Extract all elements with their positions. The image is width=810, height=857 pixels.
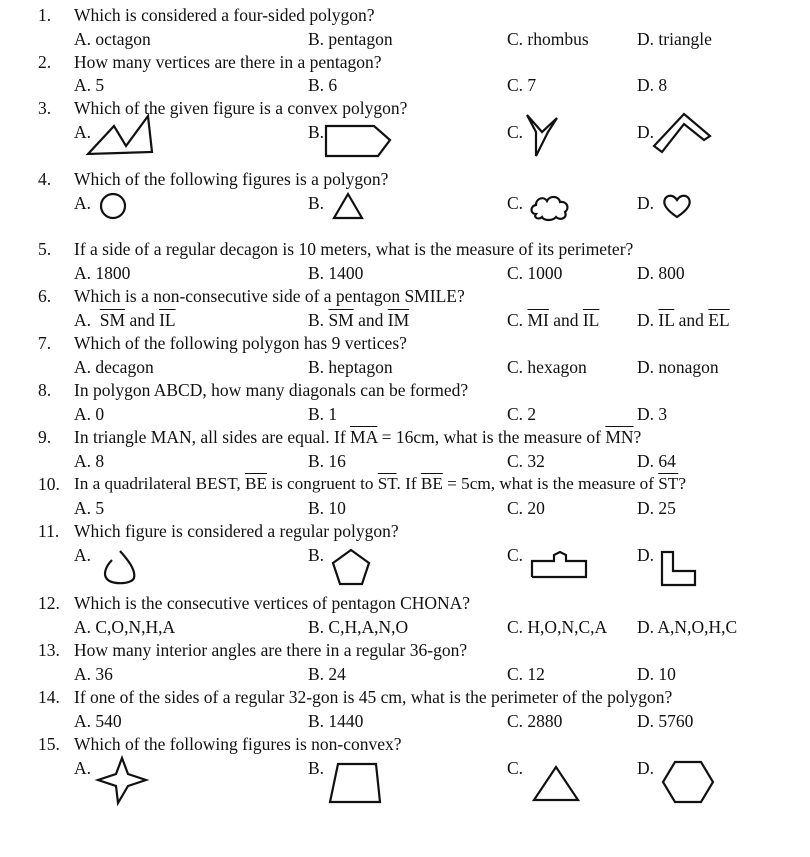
v-star-shape-icon <box>524 112 560 160</box>
question-number: 14. <box>38 687 60 707</box>
hexagon-icon <box>661 758 715 806</box>
segment: $\overline{SM}$ <box>328 310 354 330</box>
question-number: 15. <box>38 734 60 754</box>
option-c[interactable]: C. <box>507 122 524 142</box>
segment: $\overline{MN}$ <box>605 427 634 447</box>
option-d[interactable]: D. 8 <box>637 75 668 95</box>
option-b[interactable]: B. 16 <box>308 451 346 471</box>
option-c[interactable]: C. <box>507 545 524 565</box>
notched-rectangle-icon <box>530 551 590 581</box>
question-text: How many vertices are there in a pentagon? <box>74 52 382 72</box>
option-letter: C. <box>507 310 528 330</box>
option-a[interactable]: A. 1800 <box>74 263 131 283</box>
segment: $\overline{MI}$ <box>527 310 549 330</box>
option-b[interactable]: B. <box>308 193 325 213</box>
triangle-icon <box>530 764 582 804</box>
question-text: How many interior angles are there in a regular 36-gon? <box>74 640 468 660</box>
option-c[interactable]: C. 7 <box>507 75 537 95</box>
segment: $\overline{EL}$ <box>708 310 730 330</box>
option-b[interactable]: B. <box>308 758 325 778</box>
option-a[interactable]: A. C,O,N,H,A <box>74 617 176 637</box>
option-a[interactable]: A. 0 <box>74 404 105 424</box>
question-number: 5. <box>38 239 52 259</box>
question-number: 13. <box>38 640 60 660</box>
conjunction: and <box>353 310 388 330</box>
option-d[interactable]: D. nonagon <box>637 357 719 377</box>
question-number: 11. <box>38 521 60 541</box>
option-c[interactable]: C. 2 <box>507 404 537 424</box>
option-c[interactable]: C. 1000 <box>507 263 563 283</box>
question-number: 4. <box>38 169 52 189</box>
heart-icon <box>661 192 693 220</box>
question-number: 1. <box>38 5 52 25</box>
option-d[interactable]: D. 5760 <box>637 711 694 731</box>
text-part: In a quadrilateral BEST, <box>74 474 246 493</box>
text-part: In triangle MAN, all sides are equal. If <box>74 427 351 447</box>
option-c[interactable]: C. H,O,N,C,A <box>507 617 608 637</box>
segment: $\overline{ST}$ <box>377 474 397 493</box>
option-d[interactable] <box>637 309 730 331</box>
option-b[interactable] <box>308 309 409 331</box>
option-c[interactable]: C. rhombus <box>507 29 589 49</box>
option-d[interactable]: D. A,N,O,H,C <box>637 617 738 637</box>
question-number: 2. <box>38 52 52 72</box>
question-text: Which of the following figures is a polygon? <box>74 169 389 189</box>
option-a[interactable]: A. 8 <box>74 451 105 471</box>
option-d[interactable]: D. <box>637 122 655 142</box>
pentagon-arrow-icon <box>322 122 396 162</box>
option-b[interactable]: B. <box>308 545 325 565</box>
cloud-icon <box>528 192 572 222</box>
question-text: Which figure is considered a regular polygon? <box>74 521 399 541</box>
question-number: 10. <box>38 474 60 494</box>
question-number: 12. <box>38 593 60 613</box>
l-shape-icon <box>659 549 699 589</box>
conjunction: and <box>674 310 709 330</box>
question-number: 7. <box>38 333 52 353</box>
segment: $\overline{BE}$ <box>420 474 443 493</box>
segment: $\overline{SM}$ <box>99 310 126 330</box>
option-c[interactable]: C. 32 <box>507 451 545 471</box>
option-b[interactable]: B. <box>308 122 325 142</box>
option-c[interactable]: C. <box>507 758 524 778</box>
option-d[interactable]: D. 25 <box>637 498 676 518</box>
option-b[interactable]: B. 1440 <box>308 711 364 731</box>
option-a[interactable]: A. octagon <box>74 29 151 49</box>
question-number: 3. <box>38 98 52 118</box>
rounded-irregular-shape-icon <box>100 548 140 586</box>
option-b[interactable]: B. heptagon <box>308 357 393 377</box>
option-b[interactable]: B. C,H,A,N,O <box>308 617 409 637</box>
option-c[interactable]: C. 12 <box>507 664 545 684</box>
option-letter: D. <box>637 310 659 330</box>
text-part: ? <box>633 427 642 447</box>
option-a[interactable] <box>74 309 176 331</box>
segment: $\overline{IL}$ <box>582 310 600 330</box>
option-a[interactable]: A. <box>74 545 92 565</box>
question-text: If a side of a regular decagon is 10 meters, what is the measure of its perimeter? <box>74 239 634 259</box>
question-text: In polygon ABCD, how many diagonals can be formed? <box>74 380 469 400</box>
question-text: Which of the given figure is a convex polygon? <box>74 98 408 118</box>
option-d[interactable]: D. triangle <box>637 29 712 49</box>
segment: $\overline{BE}$ <box>245 474 267 493</box>
question-text <box>74 473 686 495</box>
conjunction: and <box>548 310 583 330</box>
option-d[interactable]: D. <box>637 758 655 778</box>
option-b[interactable]: B. 24 <box>308 664 346 684</box>
option-d[interactable]: D. <box>637 545 655 565</box>
chevron-shape-icon <box>652 110 714 156</box>
option-c[interactable]: C. 20 <box>507 498 545 518</box>
question-text: Which is the consecutive vertices of pentagon CHONA? <box>74 593 471 613</box>
option-b[interactable]: B. 1 <box>308 404 338 424</box>
option-a[interactable]: A. 36 <box>74 664 113 684</box>
circle-icon <box>98 191 128 221</box>
segment: $\overline{IL}$ <box>159 310 176 330</box>
option-a[interactable]: A. 540 <box>74 711 122 731</box>
trapezoid-icon <box>326 760 386 806</box>
option-b[interactable]: B. pentagon <box>308 29 393 49</box>
option-d[interactable]: D. 10 <box>637 664 676 684</box>
question-text: If one of the sides of a regular 32-gon is 45 cm, what is the perimeter of the polygon? <box>74 687 673 707</box>
option-c[interactable]: C. <box>507 193 524 213</box>
option-a[interactable]: A. decagon <box>74 357 154 377</box>
question-number: 6. <box>38 286 52 306</box>
segment: $\overline{ST}$ <box>658 474 679 493</box>
option-letter: B. <box>308 310 329 330</box>
triangle-icon <box>331 191 365 221</box>
question-number: 9. <box>38 427 52 447</box>
option-a[interactable]: A. 5 <box>74 498 105 518</box>
option-b[interactable]: B. 1400 <box>308 263 364 283</box>
text-part: . If <box>396 474 421 493</box>
option-b[interactable]: B. 10 <box>308 498 346 518</box>
question-text: Which is a non-consecutive side of a pentagon SMILE? <box>74 286 465 306</box>
option-a[interactable]: A. <box>74 758 92 778</box>
option-a[interactable]: A. <box>74 122 92 142</box>
question-text: Which of the following figures is non-convex? <box>74 734 402 754</box>
option-c[interactable]: C. 2880 <box>507 711 563 731</box>
regular-pentagon-icon <box>330 547 372 587</box>
question-text <box>74 426 641 448</box>
conjunction: and <box>125 310 160 330</box>
option-letter: A. <box>74 310 100 330</box>
option-a[interactable]: A. <box>74 193 92 213</box>
segment: $\overline{IL}$ <box>658 310 675 330</box>
option-a[interactable]: A. 5 <box>74 75 105 95</box>
option-d[interactable]: D. 800 <box>637 263 685 283</box>
segment: $\overline{MA}$ <box>350 427 378 447</box>
option-d[interactable]: D. 64 <box>637 451 676 471</box>
question-text: Which of the following polygon has 9 vertices? <box>74 333 407 353</box>
option-c[interactable]: C. hexagon <box>507 357 587 377</box>
segment: $\overline{IM}$ <box>387 310 410 330</box>
zigzag-m-shape-icon <box>86 112 156 156</box>
option-c[interactable] <box>507 309 599 331</box>
option-d[interactable]: D. 3 <box>637 404 668 424</box>
question-text: Which is considered a four-sided polygon? <box>74 5 375 25</box>
option-d[interactable]: D. <box>637 193 655 213</box>
text-part: = 16cm, what is the measure of <box>377 427 606 447</box>
text-part: is congruent to <box>267 474 378 493</box>
text-part: = 5cm, what is the measure of <box>442 474 659 493</box>
text-part: ? <box>678 474 686 493</box>
option-b[interactable]: B. 6 <box>308 75 338 95</box>
four-point-star-icon <box>94 756 150 806</box>
question-number: 8. <box>38 380 52 400</box>
